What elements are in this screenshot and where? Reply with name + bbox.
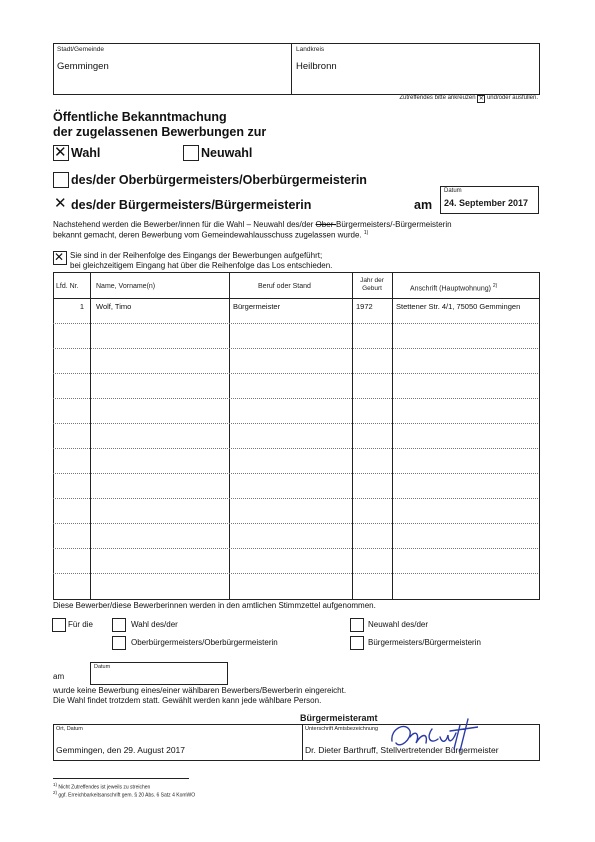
ober-checkbox[interactable] — [53, 172, 69, 188]
table-row-separator — [53, 398, 538, 399]
col-header-anschrift-text: Anschrift (Hauptwohnung) — [410, 285, 491, 293]
intro-text-b: Bürgermeisters/-Bürgermeisterin — [335, 220, 452, 229]
ort-datum-field[interactable]: Gemmingen, den 29. August 2017 — [56, 745, 186, 755]
ort-datum-label: Ort, Datum — [56, 726, 83, 732]
row-1-beruf: Bürgermeister — [233, 302, 281, 311]
election-date-field[interactable]: 24. September 2017 — [444, 198, 529, 208]
fallback-line-1: wurde keine Bewerbung eines/einer wählbaren Bewerbers/Bewerberin eingereicht. — [53, 686, 347, 695]
fallback-buerger-checkbox[interactable] — [350, 636, 364, 650]
table-row-separator — [53, 323, 538, 324]
intro-footnote-ref: 1) — [363, 230, 369, 236]
order-note-line-1: Sie sind in der Reihenfolge des Eingangs der Bewerbungen aufgeführt; — [70, 251, 323, 260]
table-row-separator — [53, 473, 538, 474]
table-header-divider — [53, 298, 539, 299]
page-title: Öffentliche Bekanntmachung — [53, 110, 227, 124]
landkreis-field[interactable]: Heilbronn — [296, 61, 337, 72]
col-header-nr: Lfd. Nr. — [56, 283, 79, 290]
amt-heading: Bürgermeisteramt — [300, 713, 378, 723]
fallback-fuer-die: Für die — [68, 620, 93, 629]
intro-text-a: Nachstehend werden die Bewerber/innen für die Wahl – Neuwahl des/der — [53, 220, 316, 229]
wahl-label: Wahl — [71, 146, 101, 160]
unterschrift-label: Unterschrift Amtsbezeichnung — [305, 726, 379, 732]
intro-line-2 — [53, 230, 368, 240]
buerger-label: des/der Bürgermeisters/Bürgermeisterin — [71, 198, 312, 212]
handwritten-signature — [386, 715, 478, 755]
page-subtitle: der zugelassenen Bewerbungen zur — [53, 125, 267, 139]
instructions-prefix: Zutreffendes bitte ankreuzen — [399, 95, 476, 101]
fallback-date-label: Datum — [94, 664, 111, 670]
footnote-1-mark: 1) — [53, 782, 58, 787]
col-divider-3 — [352, 272, 353, 599]
row-1-nr: 1 — [79, 302, 84, 311]
col-divider-4 — [392, 272, 393, 599]
fill-instructions — [399, 95, 538, 103]
buerger-check-mark-icon: ✕ — [54, 194, 67, 212]
instructions-suffix: und/oder ausfüllen. — [486, 95, 538, 101]
footnote-2-text: ggf. Erreichbarkeitsanschrift gem. § 20 Abs. 6 Satz 4 KomWO — [58, 792, 196, 799]
table-row-separator — [53, 498, 538, 499]
unterschrift-field[interactable]: Dr. Dieter Barthruff, Stellvertretender Bürgermeister — [305, 745, 499, 755]
footnote-2 — [53, 790, 195, 799]
col-header-anschrift — [410, 283, 497, 292]
col-divider-2 — [229, 272, 230, 599]
landkreis-label: Landkreis — [296, 46, 325, 53]
signature-divider — [302, 724, 303, 760]
table-row-separator — [53, 348, 538, 349]
footnote-1-text: Nicht Zutreffendes ist jeweils zu streichen — [58, 784, 151, 791]
col-header-jahr: Jahr der Geburt — [360, 277, 384, 292]
row-1-name: Wolf, Timo — [96, 302, 132, 311]
fallback-wahl-label: Wahl des/der — [131, 620, 178, 629]
table-row-separator — [53, 548, 538, 549]
neuwahl-checkbox[interactable] — [183, 145, 199, 161]
col-divider-1 — [90, 272, 91, 599]
table-row-separator — [53, 573, 538, 574]
fallback-ober-checkbox[interactable] — [112, 636, 126, 650]
order-note-line-2: bei gleichzeitigem Eingang hat über die Reihenfolge das Los entschieden. — [70, 261, 333, 270]
gemeinde-label: Stadt/Gemeinde — [57, 46, 104, 53]
candidate-table — [53, 272, 540, 600]
wahl-check-mark-icon: ✕ — [54, 143, 67, 161]
table-row-separator — [53, 373, 538, 374]
table-row-separator — [53, 423, 538, 424]
row-1-jahr: 1972 — [356, 302, 373, 311]
intro-struck-text: Ober- — [315, 220, 336, 229]
table-row-separator — [53, 523, 538, 524]
col-header-name: Name, Vorname(n) — [96, 283, 156, 290]
footnote-separator — [53, 778, 189, 779]
fallback-wahl-checkbox[interactable] — [112, 618, 126, 632]
intro-line-1 — [53, 220, 452, 229]
fallback-checkbox[interactable] — [52, 618, 66, 632]
election-date-label: Datum — [444, 188, 462, 194]
order-note-check-mark-icon: ✕ — [54, 250, 65, 264]
header-divider — [291, 43, 292, 94]
am-label: am — [414, 198, 433, 212]
instructions-checkbox-icon: ✕ — [478, 96, 484, 102]
accepted-note: Diese Bewerber/diese Bewerberinnen werden in den amtlichen Stimmzettel aufgenommen. — [53, 601, 376, 610]
fallback-ober-label: Oberbürgermeisters/Oberbürgermeisterin — [131, 638, 278, 647]
fallback-am-label: am — [53, 672, 65, 681]
row-1-anschrift: Stettener Str. 4/1, 75050 Gemmingen — [396, 302, 521, 311]
table-row-separator — [53, 448, 538, 449]
fallback-line-2: Die Wahl findet trotzdem statt. Gewählt werden kann jede wählbare Person. — [53, 696, 322, 705]
fallback-neuwahl-checkbox[interactable] — [350, 618, 364, 632]
ober-label: des/der Oberbürgermeisters/Oberbürgermeisterin — [71, 173, 367, 187]
neuwahl-label: Neuwahl — [201, 146, 253, 160]
footnote-2-mark: 2) — [53, 790, 58, 795]
fallback-neuwahl-label: Neuwahl des/der — [368, 620, 429, 629]
intro-text-2: bekannt gemacht, deren Bewerbung vom Gemeindewahlausschuss zugelassen wurde. — [53, 230, 362, 240]
col-header-beruf: Beruf oder Stand — [258, 283, 311, 290]
col-header-anschrift-sup: 2) — [492, 283, 498, 289]
fallback-date-box[interactable] — [90, 662, 228, 685]
gemeinde-field[interactable]: Gemmingen — [57, 61, 109, 72]
fallback-buerger-label: Bürgermeisters/Bürgermeisterin — [368, 638, 481, 647]
